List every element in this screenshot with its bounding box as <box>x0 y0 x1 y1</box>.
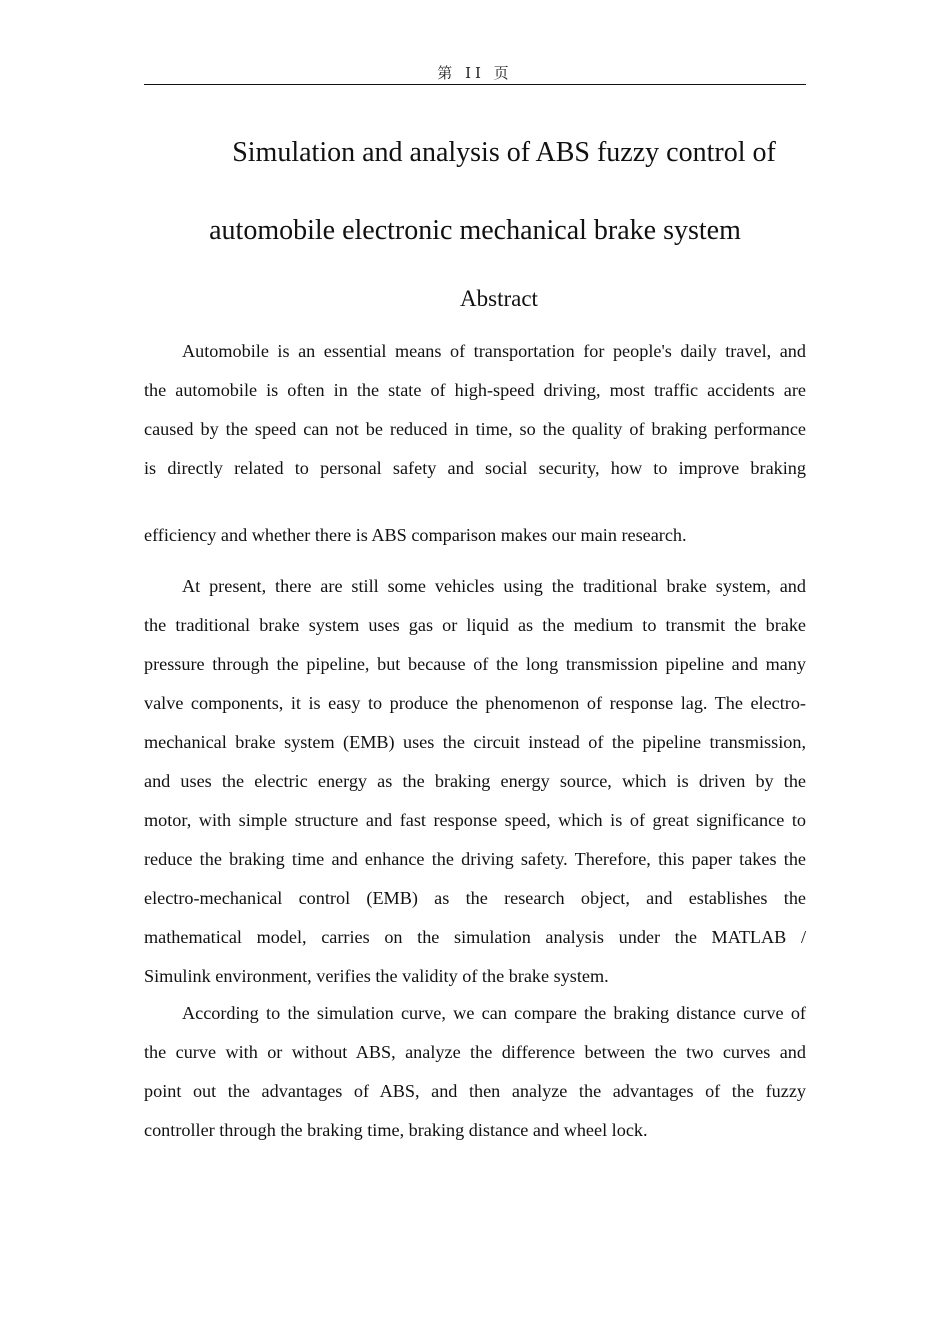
paragraph-3-line-1: According to the simulation curve, we can compare the braking distance curve of <box>182 1003 806 1023</box>
paragraph-1-line-4: is directly related to personal safety and social security, how to improve braking <box>144 458 806 478</box>
paragraph-3-line-2: the curve with or without ABS, analyze the difference between the two curves and <box>144 1042 806 1062</box>
paragraph-2-line-4: valve components, it is easy to produce the phenomenon of response lag. The electro- <box>144 693 806 713</box>
paragraph-2-line-2: the traditional brake system uses gas or liquid as the medium to transmit the brake <box>144 615 806 635</box>
page-number-header: 第 II 页 <box>437 64 513 82</box>
paragraph-2-line-6: and uses the electric energy as the braking energy source, which is driven by the <box>144 771 806 791</box>
paragraph-2-line-1: At present, there are still some vehicles using the traditional brake system, and <box>182 576 806 596</box>
paragraph-2-line-3: pressure through the pipeline, but because of the long transmission pipeline and many <box>144 654 806 674</box>
paragraph-2-line-11: Simulink environment, verifies the validity of the brake system. <box>144 966 609 986</box>
paragraph-2-line-7: motor, with simple structure and fast response speed, which is of great significance to <box>144 810 806 830</box>
paragraph-2-line-8: reduce the braking time and enhance the driving safety. Therefore, this paper takes the <box>144 849 806 869</box>
paragraph-3-line-3: point out the advantages of ABS, and then analyze the advantages of the fuzzy <box>144 1081 806 1101</box>
paragraph-1-line-1: Automobile is an essential means of transportation for people's daily travel, and <box>182 341 806 361</box>
paragraph-2-line-10: mathematical model, carries on the simulation analysis under the MATLAB / <box>144 927 806 947</box>
paragraph-2-line-5: mechanical brake system (EMB) uses the circuit instead of the pipeline transmission, <box>144 732 806 752</box>
title-line-2: automobile electronic mechanical brake system <box>209 215 741 246</box>
paragraph-1-line-2: the automobile is often in the state of high-speed driving, most traffic accidents are <box>144 380 806 400</box>
title-line-1: Simulation and analysis of ABS fuzzy control of <box>232 137 776 168</box>
header-divider <box>144 84 806 85</box>
abstract-heading: Abstract <box>460 286 538 311</box>
paragraph-3-line-4: controller through the braking time, braking distance and wheel lock. <box>144 1120 648 1140</box>
paragraph-2-line-9: electro-mechanical control (EMB) as the research object, and establishes the <box>144 888 806 908</box>
paragraph-1-line-5: efficiency and whether there is ABS comparison makes our main research. <box>144 525 687 545</box>
paragraph-1-line-3: caused by the speed can not be reduced in time, so the quality of braking performance <box>144 419 806 439</box>
